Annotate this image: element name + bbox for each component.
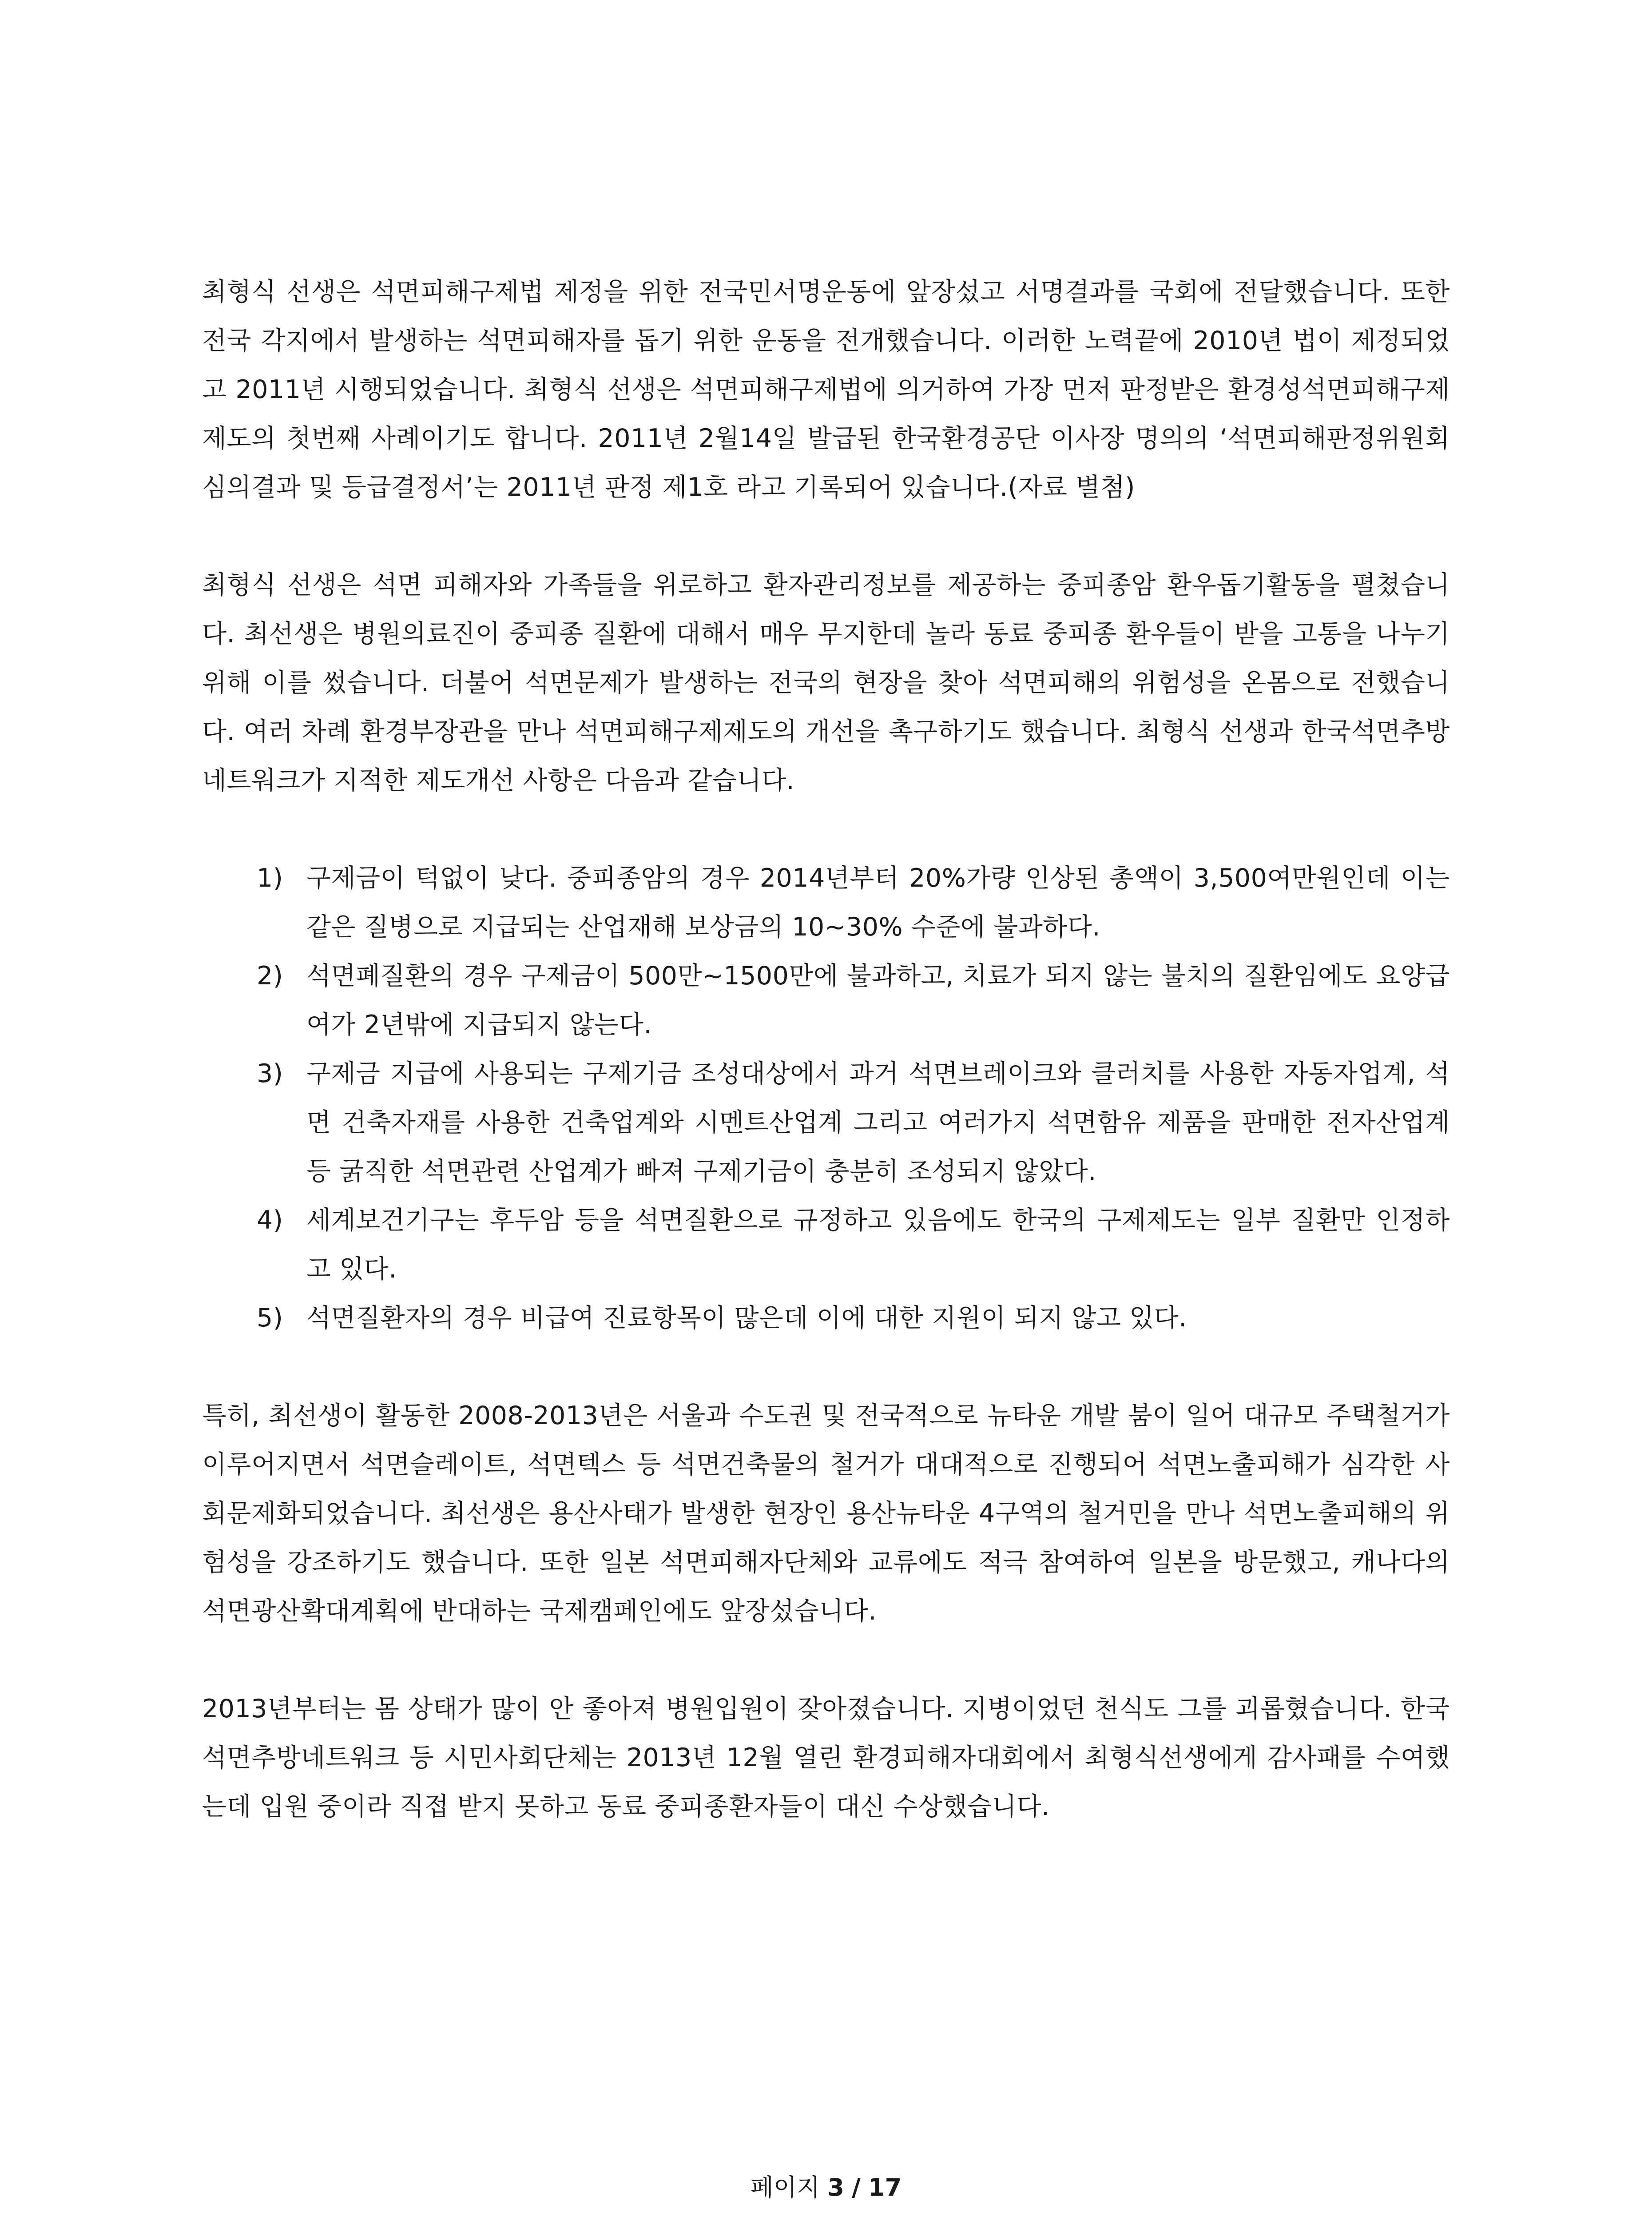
list-number: 5) (257, 1303, 283, 1333)
current-page-number: 3 (827, 2173, 844, 2201)
list-item-text: 석면폐질환의 경우 구제금이 500만~1500만에 불과하고, 치료가 되지 않는 불치의 질환임에도 요양급여가 2년밖에 지급되지 않는다. (306, 961, 1450, 1039)
page-separator: / (852, 2173, 861, 2201)
total-pages-number: 17 (868, 2173, 902, 2201)
list-item-text: 구제금이 턱없이 낮다. 중피종암의 경우 2014년부터 20%가량 인상된 총액이 3,500여만원인데 이는 같은 질병으로 지급되는 산업재해 보상금의 10~30% 수준에 불과하다. (306, 864, 1450, 942)
list-item-text: 구제금 지급에 사용되는 구제기금 조성대상에서 과거 석면브레이크와 클러치를 사용한 자동자업계, 석면 건축자재를 사용한 건축업계와 시멘트산업계 그리고 여러가지 석면함유 제품을 판매한 전자산업계 등 굵직한 석면관련 산업계가 빠져 구제기금이 충분히 조성되지 않았다. (306, 1059, 1450, 1186)
improvement-list (202, 854, 1450, 1342)
paragraph: 최형식 선생은 석면피해구제법 제정을 위한 전국민서명운동에 앞장섰고 서명결과를 국회에 전달했습니다. 또한 전국 각지에서 발생하는 석면피해자를 돕기 위한 운동을 전개했습니다. 이러한 노력끝에 2010년 법이 제정되었고 2011년 시행되었습니다. 최형식 선생은 석면피해구제법에 의거하여 가장 먼저 판정받은 환경성석면피해구제제도의 첫번째 사례이기도 합니다. 2011년 2월14일 발급된 한국환경공단 이사장 명의의 ‘석면피해판정위원회 심의결과 및 등급결정서’는 2011년 판정 제1호 라고 기록되어 있습니다.(자료 별첨) (202, 277, 1450, 502)
paragraph: 최형식 선생은 석면 피해자와 가족들을 위로하고 환자관리정보를 제공하는 중피종암 환우돕기활동을 펼쳤습니다. 최선생은 병원의료진이 중피종 질환에 대해서 매우 무지한데 놀라 동료 중피종 환우들이 받을 고통을 나누기 위해 이를 썼습니다. 더불어 석면문제가 발생하는 전국의 현장을 찾아 석면피해의 위험성을 온몸으로 전했습니다. 여러 차례 환경부장관을 만나 석면피해구제제도의 개선을 촉구하기도 했습니다. 최형식 선생과 한국석면추방네트워크가 지적한 제도개선 사항은 다음과 같습니다. (202, 570, 1450, 795)
page-label: 페이지 (750, 2173, 820, 2201)
list-number: 2) (257, 961, 283, 991)
page-footer (0, 2168, 1652, 2208)
list-item (202, 1049, 1450, 1196)
list-item (202, 854, 1450, 951)
list-item-text: 세계보건기구는 후두암 등을 석면질환으로 규정하고 있음에도 한국의 구제제도는 일부 질환만 인정하고 있다. (306, 1206, 1450, 1284)
list-number: 4) (257, 1206, 283, 1235)
list-item (202, 1294, 1450, 1342)
paragraph: 특히, 최선생이 활동한 2008-2013년은 서울과 수도권 및 전국적으로 뉴타운 개발 붐이 일어 대규모 주택철거가 이루어지면서 석면슬레이트, 석면텍스 등 석면건축물의 철거가 대대적으로 진행되어 석면노출피해가 심각한 사회문제화되었습니다. 최선생은 용산사태가 발생한 현장인 용산뉴타운 4구역의 철거민을 만나 석면노출피해의 위험성을 강조하기도 했습니다. 또한 일본 석면피해자단체와 교류에도 적극 참여하여 일본을 방문했고, 캐나다의 석면광산확대계획에 반대하는 국제캠페인에도 앞장섰습니다. (202, 1401, 1450, 1626)
page-content (202, 267, 1450, 1831)
list-number: 1) (257, 864, 283, 893)
list-number: 3) (257, 1059, 283, 1088)
list-item (202, 1196, 1450, 1294)
list-item (202, 951, 1450, 1049)
paragraph: 2013년부터는 몸 상태가 많이 안 좋아져 병원입원이 잦아졌습니다. 지병이었던 천식도 그를 괴롭혔습니다. 한국석면추방네트워크 등 시민사회단체는 2013년 12월 열린 환경피해자대회에서 최형식선생에게 감사패를 수여했는데 입원 중이라 직접 받지 못하고 동료 중피종환자들이 대신 수상했습니다. (202, 1694, 1450, 1821)
list-item-text: 석면질환자의 경우 비급여 진료항목이 많은데 이에 대한 지원이 되지 않고 있다. (306, 1303, 1187, 1333)
